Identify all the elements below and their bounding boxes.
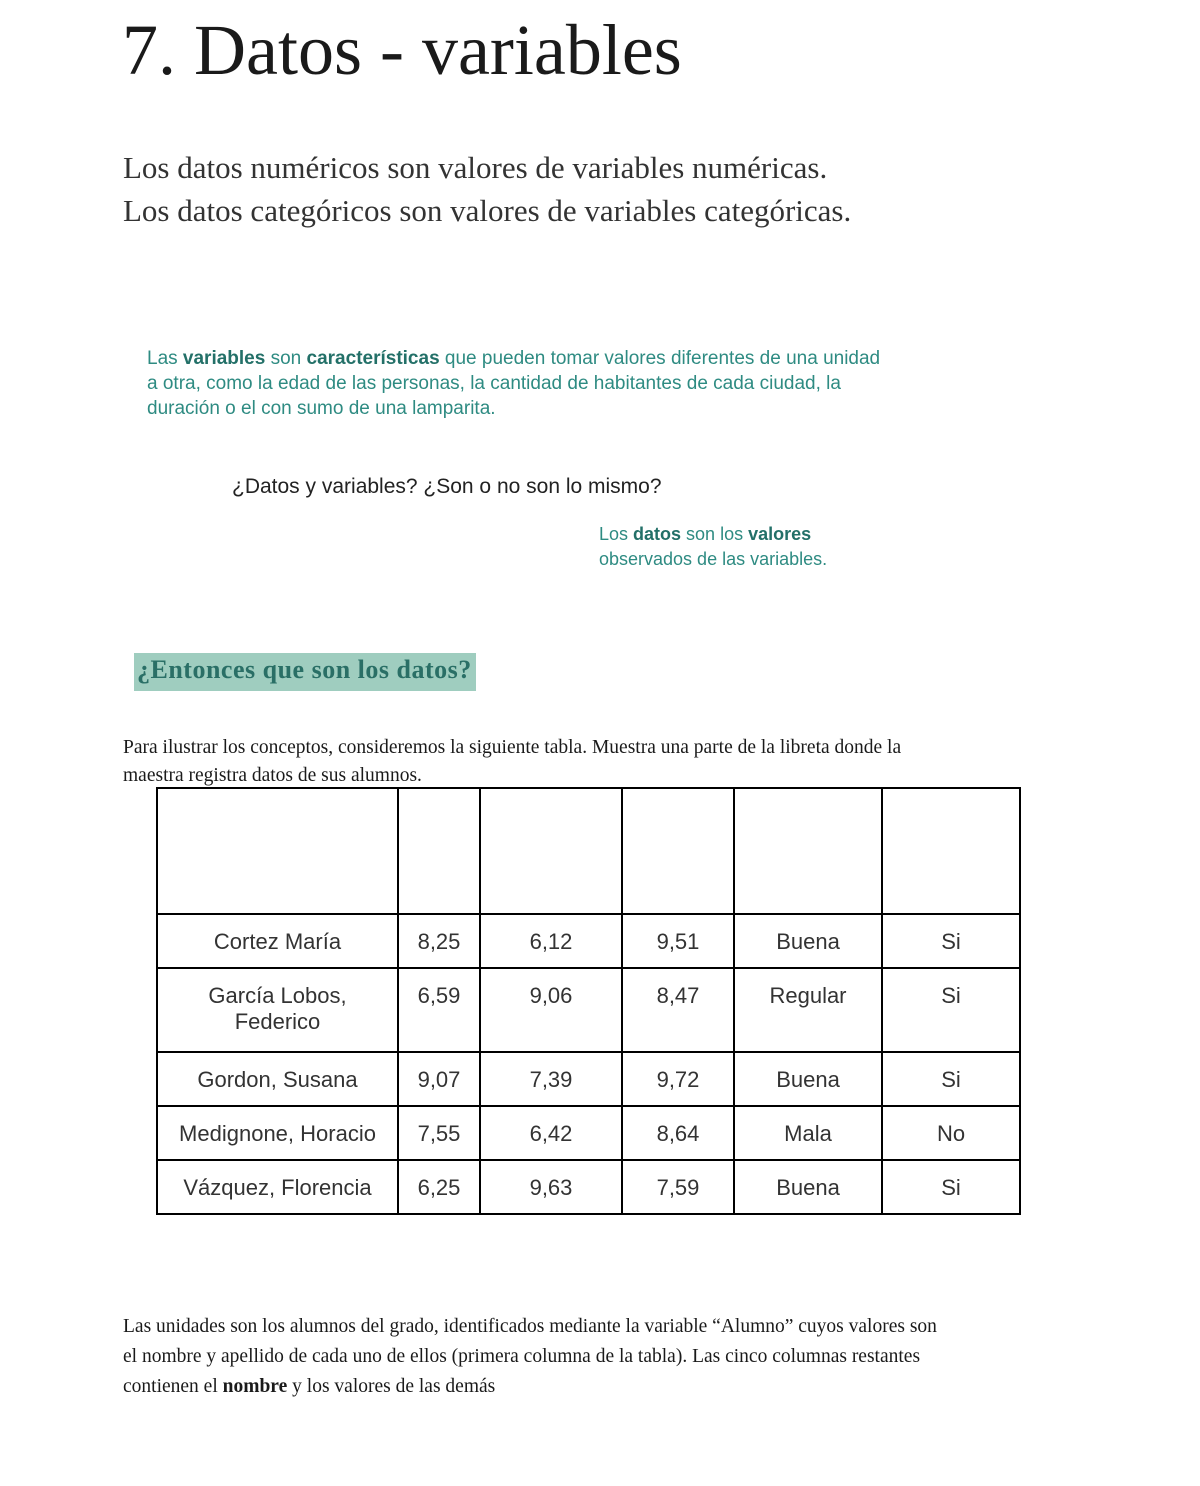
yes-no-cell: Si [882,914,1020,968]
datos-def-term: datos [633,524,682,544]
yes-no-cell: Si [882,968,1020,1052]
grade-cell: 8,64 [622,1106,734,1160]
header-cell [734,788,882,914]
grade-cell: 9,72 [622,1052,734,1106]
variables-def-middle: son [265,348,307,369]
grade-cell: 6,25 [398,1160,480,1214]
rating-cell: Buena [734,1052,882,1106]
header-cell [398,788,480,914]
table-header [157,788,1020,914]
student-name-cell: Vázquez, Florencia [157,1160,398,1214]
student-name-cell: Gordon, Susana [157,1052,398,1106]
table-body [157,914,1020,1214]
intro-line-numeric: Los datos numéricos son valores de variables numéricas. [123,150,828,185]
header-cell [622,788,734,914]
header-cell [480,788,622,914]
rating-cell: Buena [734,914,882,968]
grade-cell: 9,07 [398,1052,480,1106]
grade-cell: 7,55 [398,1106,480,1160]
rating-cell: Regular [734,968,882,1052]
yes-no-cell: Si [882,1160,1020,1214]
rating-cell: Mala [734,1106,882,1160]
variables-def-prefix: Las [147,348,183,369]
grade-cell: 8,25 [398,914,480,968]
units-explanation-part2: y los valores de las demás [287,1376,496,1397]
table-intro-text: Para ilustrar los conceptos, consideremos la siguiente tabla. Muestra una parte de la libreta donde la maestra registra datos de sus alumnos. [123,737,902,786]
grade-cell: 9,51 [622,914,734,968]
datos-def-line1 [599,522,827,547]
grade-cell: 6,59 [398,968,480,1052]
variables-def-rest: que pueden tomar valores diferentes de una unidad a otra, como la edad de las personas, la cantidad de habitantes de cada ciudad, la duración o el con sumo de una lamparita. [147,348,881,419]
header-cell [157,788,398,914]
grade-cell: 7,39 [480,1052,622,1106]
grades-table [156,787,1021,1215]
yes-no-cell: No [882,1106,1020,1160]
student-name-cell: Medignone, Horacio [157,1106,398,1160]
table-header-row [157,788,1020,914]
datos-definition [599,522,827,572]
grade-cell: 8,47 [622,968,734,1052]
variables-definition [147,346,887,421]
table-row [157,1052,1020,1106]
table-row [157,914,1020,968]
datos-def-prefix: Los [599,524,634,544]
grade-cell: 6,12 [480,914,622,968]
units-explanation-bold: nombre [222,1376,288,1397]
units-explanation-part1: Las unidades son los alumnos del grado, identificados mediante la variable “Alumno” cuyos valores son el nombre y apellido de cada uno de ellos (primera columna de la tabla). Las cinco columnas restantes contienen el [123,1316,937,1397]
grade-cell: 7,59 [622,1160,734,1214]
intro-text [123,146,923,232]
intro-line-categoric: Los datos categóricos son valores de variables categóricas. [123,193,852,228]
datos-def-line2: observados de las variables. [599,549,828,569]
table-row [157,968,1020,1052]
student-name-cell: García Lobos, Federico [157,968,398,1052]
student-name-cell: Cortez María [157,914,398,968]
variables-def-term: variables [182,348,266,369]
grade-cell: 9,63 [480,1160,622,1214]
question-text: ¿Datos y variables? ¿Son o no son lo mismo? [232,475,662,498]
units-explanation [123,1312,943,1402]
datos-def-middle: son los [681,524,749,544]
table-row [157,1106,1020,1160]
header-cell [882,788,1020,914]
rating-cell: Buena [734,1160,882,1214]
section-subheading: ¿Entonces que son los datos? [134,653,476,691]
yes-no-cell: Si [882,1052,1020,1106]
grade-cell: 6,42 [480,1106,622,1160]
table-row [157,1160,1020,1214]
variables-def-characteristics: características [306,348,440,369]
grade-cell: 9,06 [480,968,622,1052]
page-title: 7. Datos - variables [122,10,682,90]
datos-def-values: valores [748,524,812,544]
